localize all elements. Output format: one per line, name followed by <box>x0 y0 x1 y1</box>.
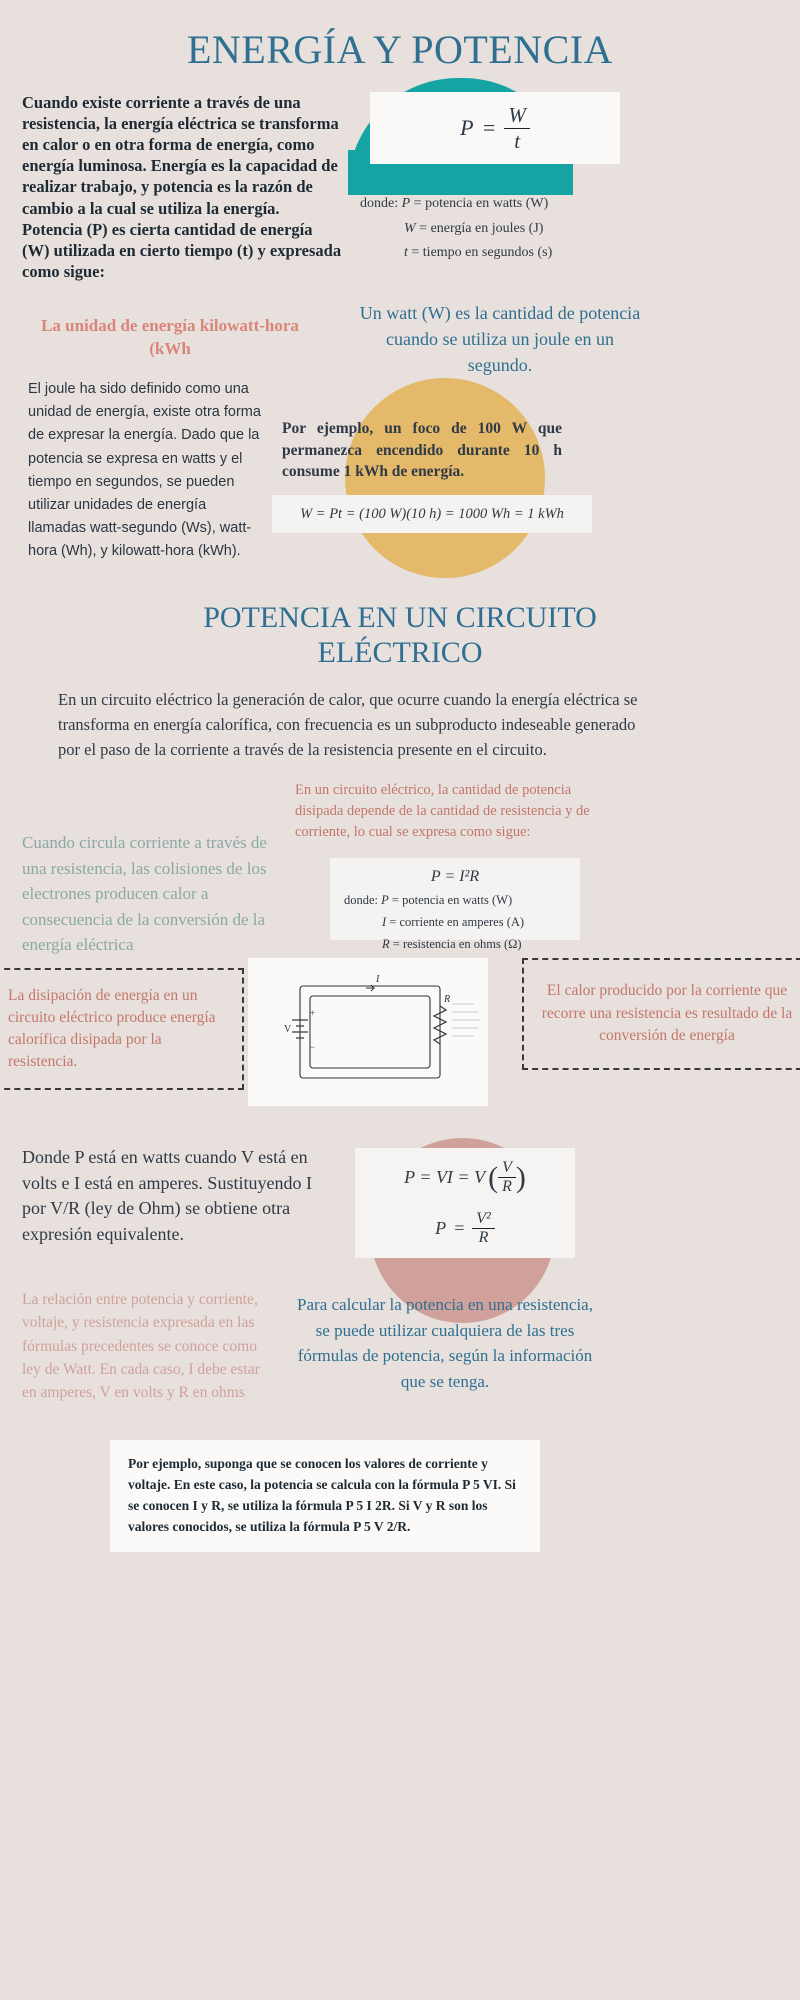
formula-power-lhs: P <box>460 115 474 140</box>
circuit-source-label: V <box>284 1024 292 1035</box>
legend-text-p: = potencia en watts (W) <box>413 196 549 211</box>
circuit-diagram-svg <box>248 958 488 1106</box>
formula-i2r-equation: P = I²R <box>430 868 480 885</box>
watt-law-note: La relación entre potencia y corriente, voltaje, y resistencia expresada en las fórmulas precedentes se conoce como ley de Watt. En cada caso, I debe estar en amperes, V en volts y R en ohms <box>22 1291 260 1401</box>
circuit-current-label: I <box>376 974 380 985</box>
i2r-symbol-i: I <box>382 914 387 929</box>
formula-i2r-card <box>330 858 580 951</box>
i2r-text-r: = resistencia en ohms (Ω) <box>392 936 522 951</box>
dashed-box-left <box>0 968 244 1090</box>
legend-symbol-p: P <box>401 196 411 211</box>
i2r-symbol-r: R <box>382 936 390 951</box>
circuit-plus-label: + <box>310 1008 316 1018</box>
legend-symbol-w: W <box>404 220 416 236</box>
formula-vi-card: P = VI = V ( $\frac{V}{R}$ ) P = $\frac{\text{V²}}{R}$ <box>355 1148 575 1258</box>
legend-symbol-t: t <box>404 245 408 260</box>
formula-example-text: W = Pt = (100 W)(10 h) = 1000 Wh = 1 kWh <box>300 505 564 522</box>
circuit-intro: En un circuito eléctrico la generación de calor, que ocurre cuando la energía eléctrica se transforma en energía calorífica, con frecuencia es un subproducto indeseable generado por el paso de la corriente a través de la resistencia presente en el circuito. <box>58 690 638 759</box>
formula-v2r-num: V² <box>472 1210 495 1229</box>
legend-intro: donde: <box>360 196 399 211</box>
formula-power-legend <box>360 192 660 266</box>
formula-vi-lhs: P = VI = V <box>404 1167 486 1187</box>
intro-paragraph: Cuando existe corriente a través de una resistencia, la energía eléctrica se transforma en calor o en otra forma de energía, como energía luminosa. Energía es la capacidad de realizar trabajo, y potencia es la razón de cambio a la cual se utiliza la energía. Potencia (P) es cierta cantidad de energía (W) utilizada en cierto tiempo (t) y expresada como sigue: <box>22 93 342 281</box>
section-title-line1: POTENCIA EN UN CIRCUITO <box>203 601 597 634</box>
formula-v2r-lhs: P <box>435 1218 447 1238</box>
ohm-substitution: Donde P está en watts cuando V está en volts e I está en amperes. Sustituyendo I por V/R (ley de Ohm) se obtiene otra expresión equivalente. <box>22 1147 312 1244</box>
circuit-diagram <box>248 958 488 1106</box>
formula-v2r-eq: = <box>453 1218 466 1238</box>
formula-power-numerator: W <box>504 103 530 129</box>
page-title: ENERGÍA Y POTENCIA <box>186 27 613 72</box>
i2r-text-p: = potencia en watts (W) <box>391 893 513 907</box>
teal-blob-foot <box>348 160 573 190</box>
i2r-symbol-p: P <box>381 893 389 907</box>
legend-text-t: = tiempo en segundos (s) <box>411 245 553 260</box>
three-formulas-note: Para calcular la potencia en una resistencia, se puede utilizar cualquiera de las tres fórmulas de potencia, según la información que se tenga. <box>297 1295 593 1391</box>
formula-power-card <box>370 92 620 164</box>
i2r-legend-intro: donde: <box>344 893 379 907</box>
formula-v2r-den: R <box>478 1229 489 1246</box>
i2r-text-i: = corriente en amperes (A) <box>389 914 525 929</box>
watt-definition: Un watt (W) es la cantidad de potencia cuando se utiliza un joule en un segundo. <box>359 303 641 376</box>
collisions-note: Cuando circula corriente a través de una resistencia, las colisiones de los electrones producen calor a consecuencia de la conversión de la energía eléctrica <box>22 833 267 954</box>
dashed-box-right <box>522 958 800 1070</box>
section-title <box>100 600 700 671</box>
circuit-minus-label: − <box>310 1042 316 1052</box>
formula-vi-den: R <box>502 1178 512 1195</box>
dissipation-note: En un circuito eléctrico, la cantidad de potencia disipada depende de la cantidad de resistencia y de corriente, lo cual se expresa como sigue: <box>295 782 590 841</box>
dashed-right-text: El calor producido por la corriente que recorre una resistencia es resultado de la conversión de energía <box>541 982 793 1045</box>
formula-example-card <box>272 495 592 533</box>
final-example-text: Por ejemplo, suponga que se conocen los valores de corriente y voltaje. En este caso, la potencia se calcula con la fórmula P 5 VI. Si se conocen I y R, se utiliza la fórmula P 5 I 2R. Si V y R son los valores conocidos, se utiliza la fórmula P 5 V 2/R. <box>128 1456 516 1534</box>
formula-power-denominator: t <box>514 128 521 153</box>
formula-vi-num: V <box>498 1159 516 1178</box>
example-bulb: Por ejemplo, un foco de 100 W que permanezca encendido durante 10 h consume 1 kWh de energía. <box>282 420 562 481</box>
kwh-heading: La unidad de energía kilowatt-hora (kWh <box>41 316 299 358</box>
final-example-card <box>110 1440 540 1552</box>
legend-text-w: = energía en joules (J) <box>419 220 544 236</box>
joule-paragraph: El joule ha sido definido como una unidad de energía, existe otra forma de expresar la energía. Dado que la potencia se expresa en watts y el tiempo en segundos, se pueden utilizar unidades de energía llamadas watt-segundo (Ws), watt-hora (Wh), y kilowatt-hora (kWh). <box>28 381 261 560</box>
dashed-left-text: La disipación de energía en un circuito eléctrico produce energía calorífica disipada por la resistencia. <box>8 987 216 1070</box>
formula-power-eq: = <box>481 115 497 140</box>
section-title-line2: ELÉCTRICO <box>317 636 483 670</box>
circuit-resistor-label: R <box>444 994 451 1005</box>
